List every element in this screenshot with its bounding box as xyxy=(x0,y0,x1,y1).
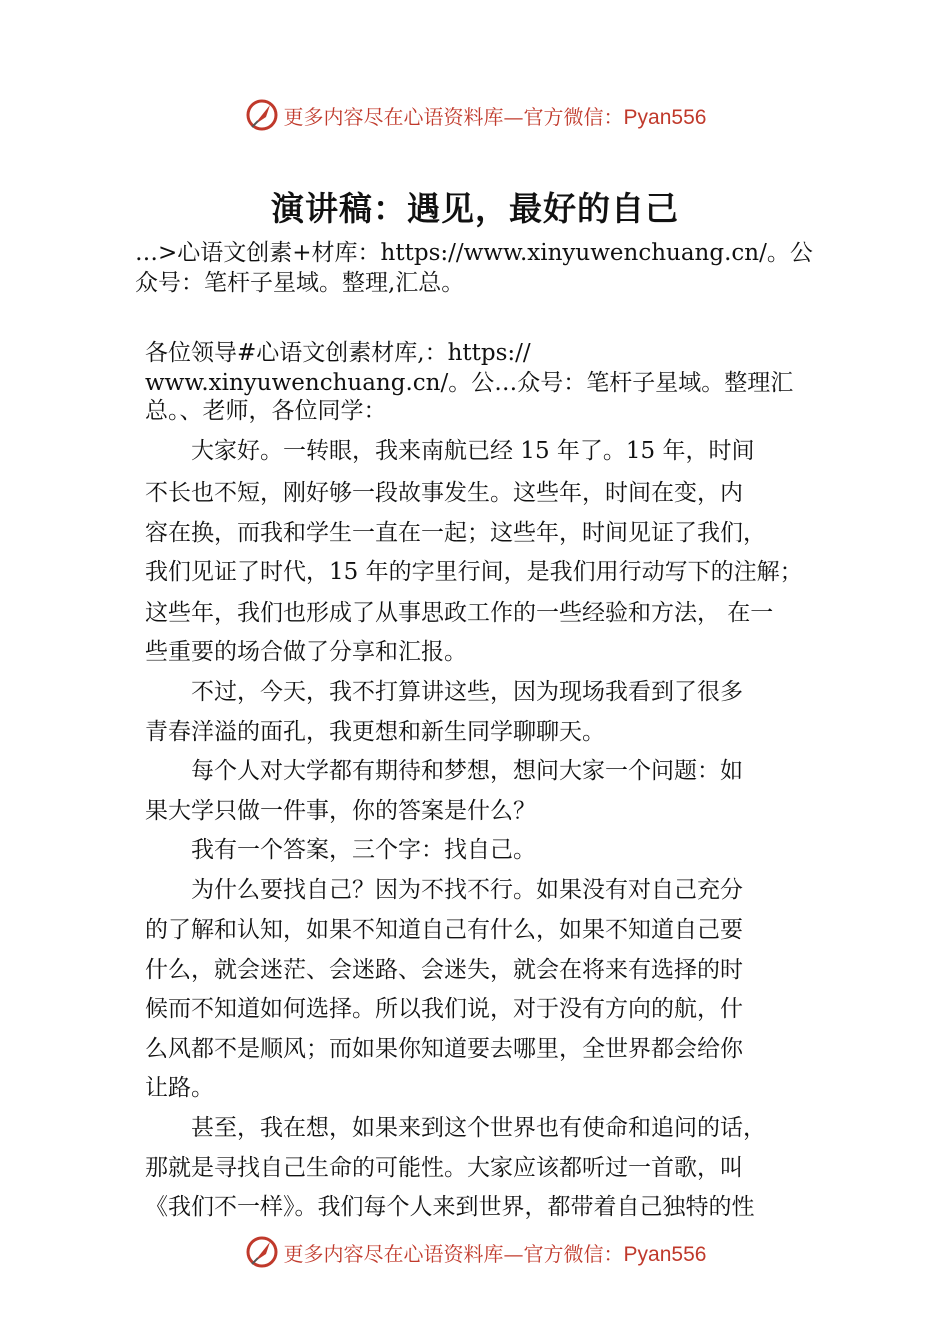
text-line: 候而不知道如何选择。所以我们说，对于没有方向的航，什 xyxy=(145,996,743,1022)
text-line: 我有一个答案，三个字：找自己。 xyxy=(145,837,536,863)
header-banner xyxy=(0,95,950,135)
text-line: 《我们不一样》。我们每个人来到世界，都带着自己独特的性 xyxy=(145,1194,755,1220)
quill-logo-icon xyxy=(244,1234,280,1270)
text-line: 那就是寻找自己生命的可能性。大家应该都听过一首歌，叫 xyxy=(145,1155,743,1181)
text-line: 青春洋溢的面孔，我更想和新生同学聊聊天。 xyxy=(145,719,605,745)
text-line: 众号：笔杆子星域。整理,汇总。 xyxy=(135,270,465,296)
text-line: 每个人对大学都有期待和梦想，想问大家一个问题：如 xyxy=(145,758,743,784)
banner-text: 更多内容尽在心语资料库—官方微信：Pyan556 xyxy=(283,1241,707,1266)
footer-banner xyxy=(0,1232,950,1272)
wechat-id: Pyan556 xyxy=(623,1242,707,1266)
text-line: 为什么要找自己？因为不找不行。如果没有对自己充分 xyxy=(145,877,743,903)
text-line: 么风都不是顺风；而如果你知道要去哪里，全世界都会给你 xyxy=(145,1036,743,1062)
text-line: 总。、老师，各位同学： xyxy=(145,398,387,424)
page-title: 演讲稿：遇见，最好的自己 xyxy=(271,189,679,228)
text-line: …>心语文创素+材库：https://www.xinyuwenchuang.cn/。公 xyxy=(135,240,813,266)
text-line: 甚至，我在想，如果来到这个世界也有使命和追问的话， xyxy=(145,1115,766,1141)
quill-logo-icon xyxy=(244,97,280,133)
text-line: 什么，就会迷茫、会迷路、会迷失，就会在将来有选择的时 xyxy=(145,957,743,983)
text-line: 的了解和认知，如果不知道自己有什么，如果不知道自己要 xyxy=(145,917,743,943)
text-line: 些重要的场合做了分享和汇报。 xyxy=(145,639,467,665)
text-line: 容在换，而我和学生一直在一起；这些年，时间见证了我们， xyxy=(145,520,766,546)
text-line: 大家好。一转眼，我来南航已经 15 年了。15 年，时间 xyxy=(145,438,755,464)
text-line: www.xinyuwenchuang.cn/。公…众号：笔杆子星域。整理汇 xyxy=(145,370,794,396)
wechat-id: Pyan556 xyxy=(623,105,707,129)
text-line: 果大学只做一件事，你的答案是什么？ xyxy=(145,798,536,824)
text-line: 不长也不短，刚好够一段故事发生。这些年，时间在变，内 xyxy=(145,480,743,506)
text-line: 各位领导#心语文创素材库,：https:// xyxy=(145,340,531,366)
text-line: 我们见证了时代，15 年的字里行间，是我们用行动写下的注解； xyxy=(145,559,803,585)
text-line: 让路。 xyxy=(145,1075,214,1101)
text-line: 这些年，我们也形成了从事思政工作的一些经验和方法， 在一 xyxy=(145,600,774,626)
text-line: 不过，今天，我不打算讲这些，因为现场我看到了很多 xyxy=(145,679,743,705)
banner-text: 更多内容尽在心语资料库—官方微信：Pyan556 xyxy=(283,104,707,129)
